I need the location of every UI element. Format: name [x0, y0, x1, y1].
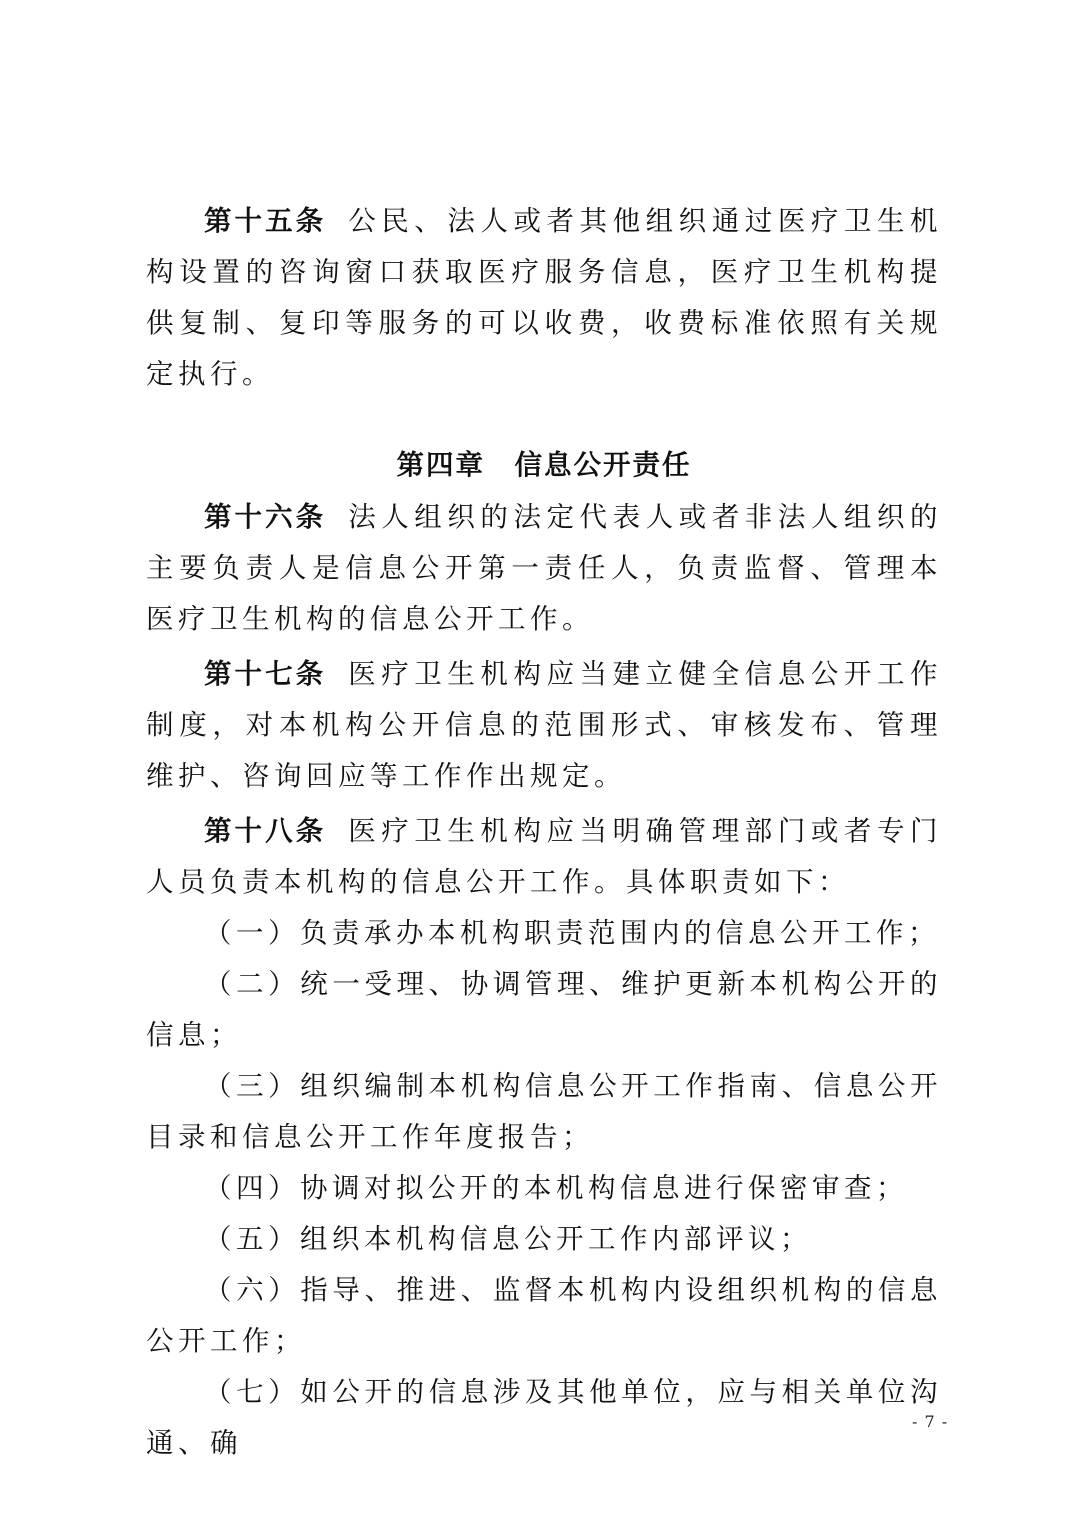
duty-item-1: （一）负责承办本机构职责范围内的信息公开工作；: [204, 917, 940, 949]
article-16-text: 法人组织的法定代表人或者非法人组织的主要负责人是信息公开第一责任人，负责监督、管理本医疗卫生机构的信息公开工作。: [146, 501, 943, 635]
article-15-text: 公民、法人或者其他组织通过医疗卫生机构设置的咨询窗口获取医疗服务信息，医疗卫生机构提供复制、复印等服务的可以收费，收费标准依照有关规定执行。: [146, 205, 943, 390]
article-18-text: 医疗卫生机构应当明确管理部门或者专门人员负责本机构的信息公开工作。具体职责如下：: [146, 815, 943, 898]
page-number: - 7 -: [912, 1412, 949, 1431]
article-17-label: 第十七条: [204, 658, 327, 690]
duty-item-4: （四）协调对拟公开的本机构信息进行保密审查；: [204, 1172, 908, 1204]
article-18: [146, 806, 942, 908]
chapter-heading: 第四章 信息公开责任: [396, 449, 692, 481]
article-16: [146, 492, 942, 645]
article-15: [146, 196, 942, 400]
article-16-label: 第十六条: [204, 501, 327, 533]
article-17-text: 医疗卫生机构应当建立健全信息公开工作制度，对本机构公开信息的范围形式、审核发布、管理维护、咨询回应等工作作出规定。: [146, 658, 943, 792]
duty-item-5: （五）组织本机构信息公开工作内部评议；: [204, 1223, 812, 1255]
article-15-label: 第十五条: [204, 205, 327, 237]
duty-item-7: （七）如公开的信息涉及其他单位，应与相关单位沟通、确: [146, 1376, 942, 1459]
document-body: [146, 196, 942, 1469]
duty-item-6: （六）指导、推进、监督本机构内设组织机构的信息公开工作；: [146, 1274, 942, 1357]
article-18-label: 第十八条: [204, 815, 327, 847]
duty-item-3: （三）组织编制本机构信息公开工作指南、信息公开目录和信息公开工作年度报告；: [146, 1070, 942, 1153]
article-17: [146, 649, 942, 802]
duty-item-2: （二）统一受理、协调管理、维护更新本机构公开的信息；: [146, 968, 942, 1051]
